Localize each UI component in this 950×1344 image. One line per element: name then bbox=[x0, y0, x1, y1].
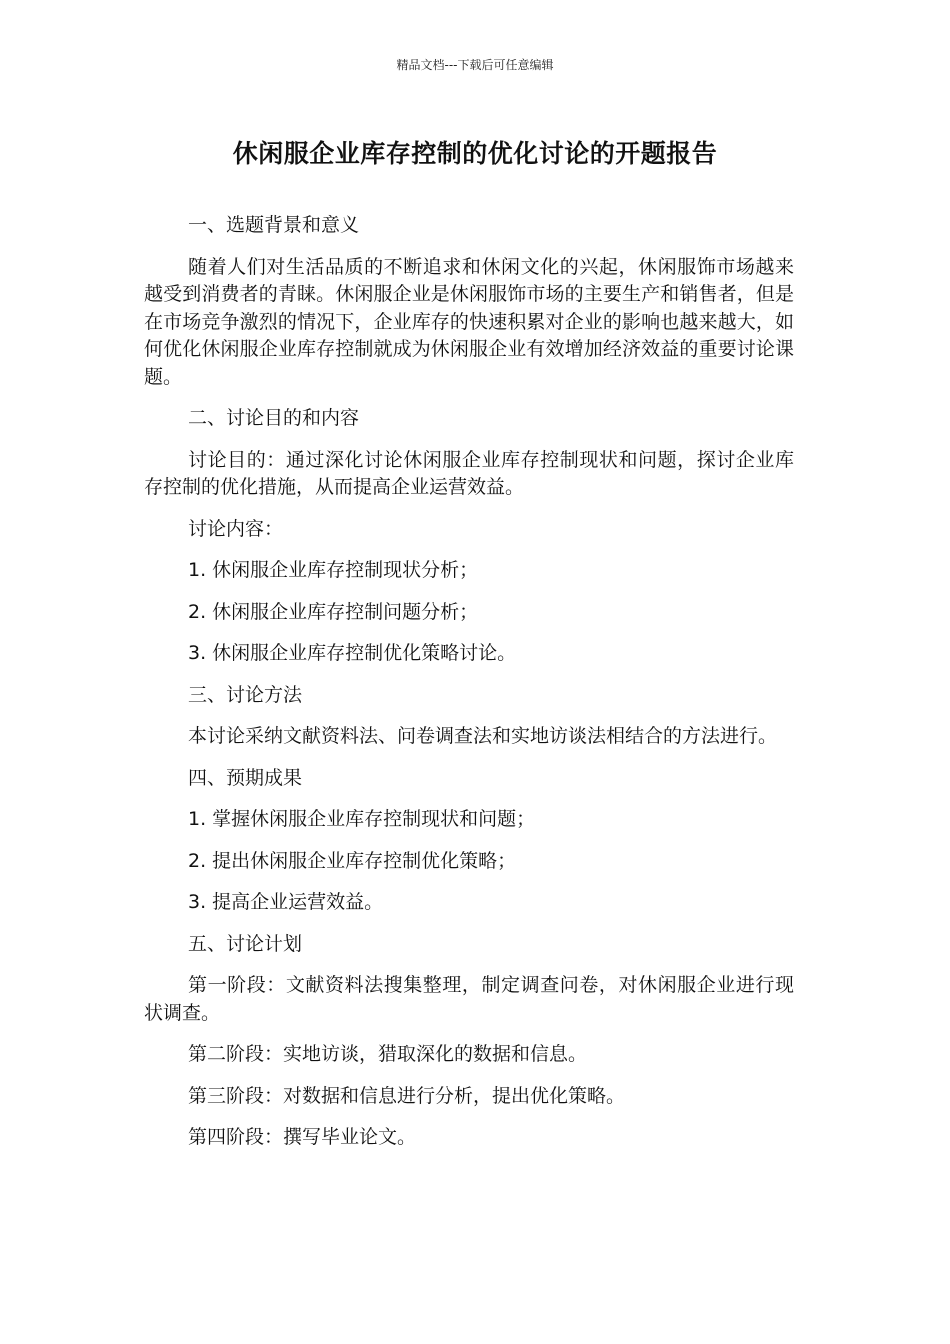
paragraph-plan-stage-1: 第一阶段：文献资料法搜集整理，制定调查问卷，对休闲服企业进行现状调查。 bbox=[144, 974, 794, 1024]
section-heading-plan: 五、讨论计划 bbox=[188, 932, 303, 955]
paragraph-method: 本讨论采纳文献资料法、问卷调查法和实地访谈法相结合的方法进行。 bbox=[188, 725, 778, 747]
document-title: 休闲服企业库存控制的优化讨论的开题报告 bbox=[232, 139, 718, 168]
section-heading-outcomes: 四、预期成果 bbox=[188, 766, 303, 789]
list-item-content-3: 3. 休闲服企业库存控制优化策略讨论。 bbox=[188, 642, 517, 664]
paragraph-background: 随着人们对生活品质的不断追求和休闲文化的兴起，休闲服饰市场越来越受到消费者的青睐。休闲服企业是休闲服饰市场的主要生产和销售者，但是在市场竞争激烈的情况下，企业库存的快速积累对企业的影响也越来越大，如何优化休闲服企业库存控制就成为休闲服企业有效增加经济效益的重要讨论课题。 bbox=[144, 255, 794, 388]
section-heading-background: 一、选题背景和意义 bbox=[188, 214, 360, 236]
paragraph-plan-stage-2: 第二阶段：实地访谈，猎取深化的数据和信息。 bbox=[188, 1043, 588, 1065]
list-item-content-2: 2. 休闲服企业库存控制问题分析； bbox=[188, 600, 479, 623]
paragraph-purpose: 讨论目的：通过深化讨论休闲服企业库存控制现状和问题，探讨企业库存控制的优化措施，从而提高企业运营效益。 bbox=[144, 448, 794, 498]
list-item-outcome-2: 2. 提出休闲服企业库存控制优化策略； bbox=[188, 849, 517, 872]
paragraph-content-label: 讨论内容： bbox=[188, 517, 284, 540]
list-item-content-1: 1. 休闲服企业库存控制现状分析； bbox=[188, 559, 479, 581]
section-heading-purpose: 二、讨论目的和内容 bbox=[188, 407, 360, 429]
document-body bbox=[144, 212, 794, 1166]
list-item-outcome-3: 3. 提高企业运营效益。 bbox=[188, 891, 384, 913]
list-item-outcome-1: 1. 掌握休闲服企业库存控制现状和问题； bbox=[188, 808, 536, 830]
paragraph-plan-stage-4: 第四阶段：撰写毕业论文。 bbox=[188, 1126, 417, 1148]
header-note: 精品文档---下载后可任意编辑 bbox=[396, 58, 554, 72]
paragraph-plan-stage-3: 第三阶段：对数据和信息进行分析，提出优化策略。 bbox=[188, 1084, 626, 1107]
section-heading-method: 三、讨论方法 bbox=[188, 683, 303, 706]
